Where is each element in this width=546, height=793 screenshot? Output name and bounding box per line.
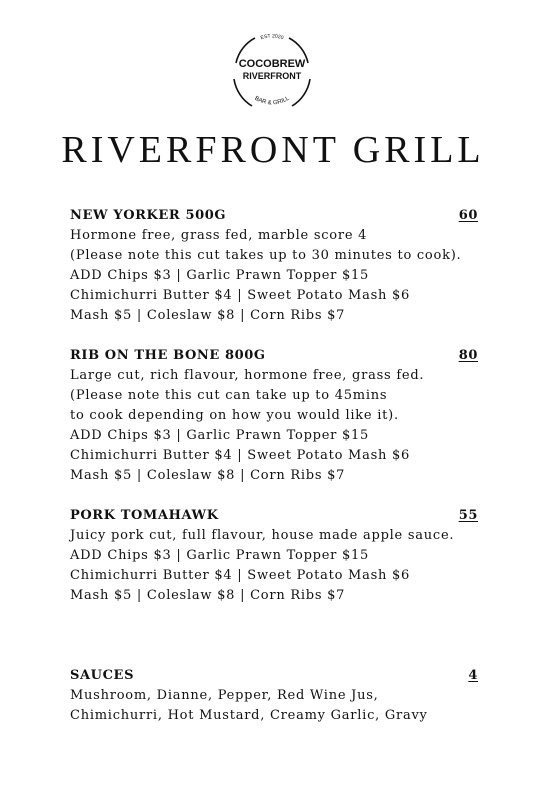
- menu-item-addons: ADD Chips $3 | Garlic Prawn Topper $15: [70, 548, 370, 563]
- menu-item-sauces: [70, 666, 478, 726]
- menu-item-addons: ADD Chips $3 | Garlic Prawn Topper $15: [70, 428, 370, 443]
- menu-item-addons: Mash $5 | Coleslaw $8 | Corn Ribs $7: [70, 308, 346, 323]
- menu-item-header: [70, 346, 478, 366]
- logo-arc-lower-right: [292, 79, 310, 106]
- logo-est-text: EST 2020: [259, 33, 285, 42]
- logo-subname: RIVERFRONT: [242, 71, 302, 81]
- logo-emblem: [228, 27, 316, 115]
- menu-item-description: Juicy pork cut, full flavour, house made apple sauce.: [70, 528, 455, 543]
- menu-item-price: 80: [458, 348, 478, 363]
- page-title: RIVERFRONT GRILL: [61, 129, 485, 171]
- logo-name: COCOBREW: [238, 58, 306, 70]
- menu-item-addons: Chimichurri Butter $4 | Sweet Potato Mash $6: [70, 448, 411, 463]
- menu-item-name: RIB ON THE BONE 800G: [70, 348, 266, 363]
- brand-logo: [228, 27, 316, 115]
- menu-item-header: [70, 666, 478, 686]
- menu-list: [70, 206, 478, 726]
- menu-item-name: SAUCES: [70, 668, 135, 683]
- menu-item-note: (Please note this cut can take up to 45mins: [70, 388, 388, 403]
- menu-item-note: to cook depending on how you would like it).: [70, 408, 399, 423]
- logo-arc-lower-left: [234, 79, 252, 106]
- menu-item-addons: Mash $5 | Coleslaw $8 | Corn Ribs $7: [70, 588, 346, 603]
- menu-item-description: Large cut, rich flavour, hormone free, grass fed.: [70, 368, 425, 383]
- menu-item-rib-on-the-bone: [70, 346, 478, 486]
- menu-item-price: 55: [458, 508, 478, 523]
- menu-item-name: PORK TOMAHAWK: [70, 508, 219, 523]
- menu-item-header: [70, 206, 478, 226]
- menu-item-addons: ADD Chips $3 | Garlic Prawn Topper $15: [70, 268, 370, 283]
- menu-item-price: 4: [468, 668, 478, 683]
- menu-item-header: [70, 506, 478, 526]
- menu-item-name: NEW YORKER 500G: [70, 208, 227, 223]
- logo-tagline: BAR & GRILL: [253, 95, 291, 107]
- menu-item-description: Hormone free, grass fed, marble score 4: [70, 228, 368, 243]
- menu-item-addons: Mash $5 | Coleslaw $8 | Corn Ribs $7: [70, 468, 346, 483]
- menu-item-pork-tomahawk: [70, 506, 478, 606]
- menu-item-addons: Chimichurri Butter $4 | Sweet Potato Mash $6: [70, 568, 411, 583]
- menu-item-addons: Chimichurri Butter $4 | Sweet Potato Mash $6: [70, 288, 411, 303]
- menu-item-price: 60: [458, 208, 478, 223]
- menu-item-note: (Please note this cut takes up to 30 minutes to cook).: [70, 248, 462, 263]
- menu-item-description: Chimichurri, Hot Mustard, Creamy Garlic, Gravy: [70, 708, 428, 723]
- menu-item-new-yorker: [70, 206, 478, 326]
- menu-item-description: Mushroom, Dianne, Pepper, Red Wine Jus,: [70, 688, 379, 703]
